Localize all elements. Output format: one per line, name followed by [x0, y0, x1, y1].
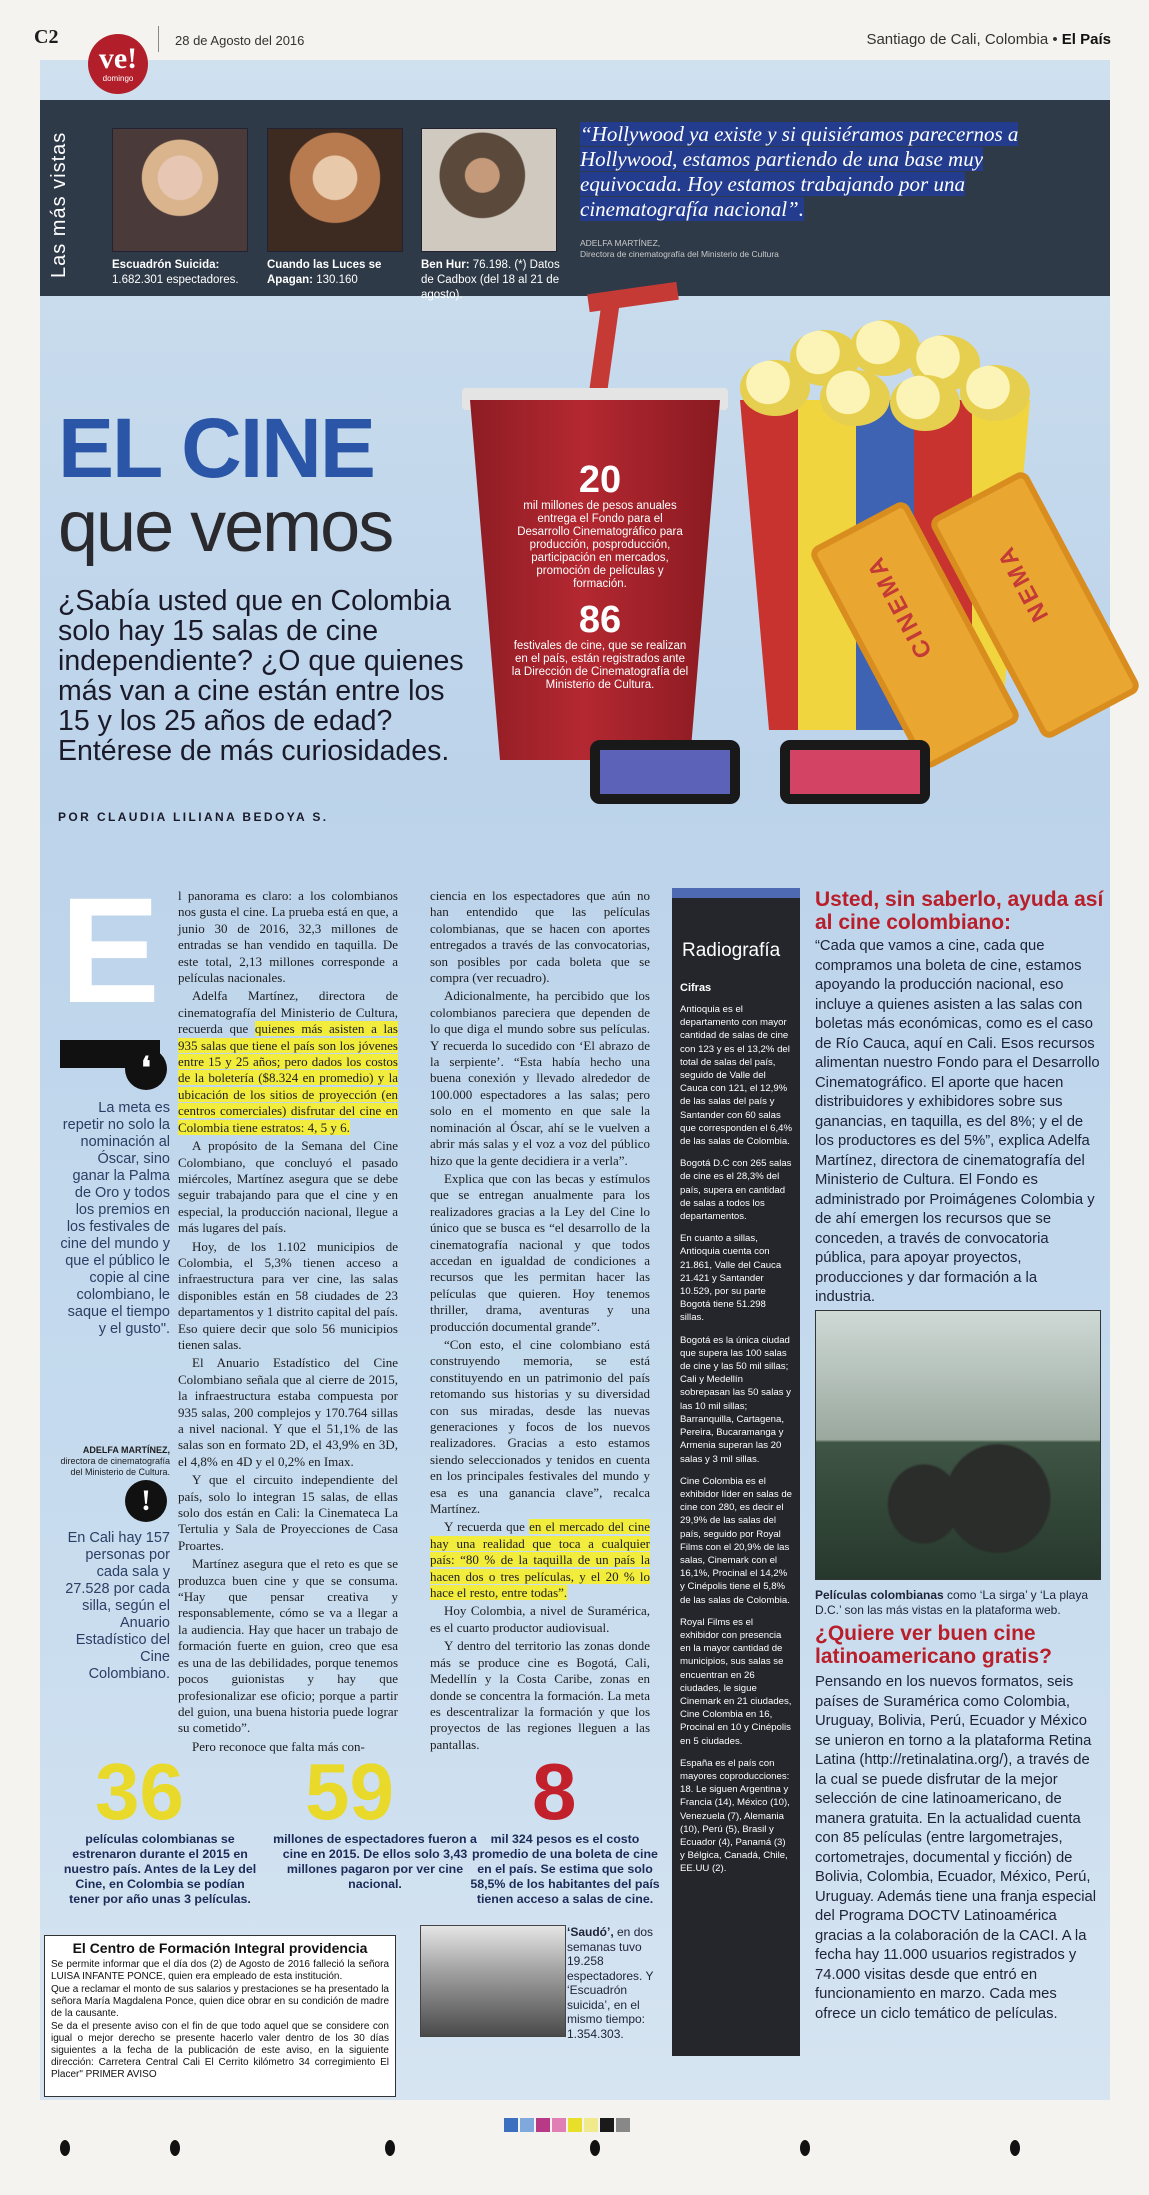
registration-mark	[385, 2140, 395, 2156]
most-viewed-label: Las más vistas	[48, 131, 70, 278]
side-article2-title: ¿Quiere ver buen cine latinoamericano gratis?	[815, 1622, 1052, 1668]
popcorn-icon	[820, 370, 890, 426]
popcorn-icon	[960, 365, 1030, 421]
movie-title: Cuando las Luces se Apagan:	[267, 259, 382, 286]
paragraph: El Anuario Estadístico del Cine Colombiano señala que al cierre de 2015, la infraestructura estaba compuesta por 935 salas, 200 complejos y 170.764 sillas a nivel nacional. Y que el 51,1% de las salas son en formato 2D, el 43,9% en 3D, el 4,8% en 4D y el 0,2% en Imax.	[178, 1355, 398, 1469]
radiografia-accent-bar	[672, 888, 800, 898]
issue-date: 28 de Agosto del 2016	[175, 33, 305, 48]
paragraph: Hoy, de los 1.102 municipios de Colombia, el 5,3% tienen acceso a infraestructura para ver cine, las salas disponibles están en 58 ciudades de 23 departamentos y 1 distrito capital del país. Eso quiere decir que solo 56 municipios tienen salas.	[178, 1238, 398, 1352]
radiografia-sidebar	[672, 888, 800, 2056]
byline: POR CLAUDIA LILIANA BEDOYA S.	[58, 810, 329, 824]
fund-stat	[510, 460, 690, 591]
color-swatch	[584, 2118, 598, 2132]
print-color-bar	[504, 2118, 630, 2132]
radiografia-item: Antioquia es el departamento con mayor cantidad de salas de cine con 123 y es el 13,2% del total de salas del país, seguido de Valle del Cauca con 121, el 12,9% de las salas del país y Santander con 60 salas que corresponden el 6,4% de las salas de Colombia.	[680, 1004, 793, 1148]
paragraph: “Con esto, el cine colombiano está construyendo memoria, se está constituyendo en un patrimonio del país retomando sus historias y su diversidad con sus miradas, desde las nuevas generaciones y focos de los nuevos realizadores. Gracias a esto estamos siendo seleccionados y tenidos en cuenta en los principales festivales del mundo y esa es una ganancia clave”, recalca Martínez.	[430, 1336, 650, 1517]
side-article-title: Usted, sin saberlo, ayuda así al cine colombiano:	[815, 888, 1104, 934]
paragraph	[178, 988, 398, 1136]
stat-ticket-price-text: mil 324 pesos es el costo promedio de una boleta de cine en el país. Se estima que solo 58,5% de los habitantes del país tienen acceso a salas de cine.	[470, 1832, 660, 1906]
photo-caption-text: como ‘La sirga’ y ‘La playa D.C.’ son las más vistas en la plataforma web.	[815, 1588, 1089, 1617]
stat-viewers-text: millones de espectadores fueron a cine en 2015. De ellos solo 3,43 millones pagaron por ver cine nacional.	[273, 1832, 477, 1891]
notice-paragraph: Se da el presente aviso con el fin de que todo aquel que se considere con igual o mejor derecho se presente hacerlo valer dentro de los 30 días siguientes a la fecha de la publicación de este aviso, en la siguiente dirección: Carretera Central Cali El Cerrito kilómetro 34 corregimiento El Placer" PRIMER AVISO	[51, 2021, 389, 2080]
color-swatch	[536, 2118, 550, 2132]
color-swatch	[568, 2118, 582, 2132]
registration-mark	[800, 2140, 810, 2156]
lede: ¿Sabía usted que en Colombia solo hay 15 salas de cine independiente? ¿O que quienes más van a cine están entre los 15 y los 25 años de edad? Entérese de más curiosidades.	[58, 585, 464, 767]
radiografia-item: Bogotá D.C con 265 salas de cine es el 28,3% del país, supera en cantidad de salas a todos los departamentos.	[680, 1158, 792, 1223]
straw-icon	[588, 299, 620, 401]
photo-caption-title: Películas colombianas	[815, 1588, 944, 1602]
blue-lens	[590, 740, 740, 804]
paragraph: l panorama es claro: a los colombianos nos gusta el cine. La prueba está en que, a junio 30 de 2016, 32,3 millones de entradas se han vendido en taquilla. De este total, 2,13 millones corresponde a películas nacionales.	[178, 888, 398, 986]
registration-mark	[170, 2140, 180, 2156]
drop-cap: E	[60, 866, 161, 1034]
paper-name: El País	[1061, 31, 1111, 48]
body-column-2	[430, 888, 650, 1755]
movie-title: Ben Hur:	[421, 259, 470, 271]
movie-detail: 1.682.301 espectadores.	[112, 274, 239, 286]
festivals-stat	[510, 600, 690, 692]
stat-text: mil millones de pesos anuales entrega el Fondo para el Desarrollo Cinematográfico para producción, posproducción, participación en mercados, promoción de películas y formación.	[517, 500, 683, 590]
radiografia-item: Cine Colombia es el exhibidor líder en salas de cine con 280, es decir el 29,9% de las salas del país, seguido por Royal Films con el 20,9% de las salas, Cinemark con el 16,1%, Procinal el 14,2% y Cinépolis tiene el 5,8% de las salas de Colombia.	[680, 1475, 792, 1606]
legal-notice	[44, 1935, 396, 2097]
paragraph: Y que el circuito independiente del país, solo lo integran 15 salas, de ellas solo dos están en Cali: la Cinemateca La Tertulia y Sala de Proyecciones de Casa Proartes.	[178, 1472, 398, 1553]
registration-mark	[60, 2140, 70, 2156]
quote-mark-icon: ❛	[125, 1048, 167, 1090]
registration-mark	[1010, 2140, 1020, 2156]
stat-text: festivales de cine, que se realizan en el país, están registrados ante la Dirección de Cinematografía del Ministerio de Cultura.	[511, 640, 689, 691]
color-swatch	[616, 2118, 630, 2132]
ticket-label: CINEMA	[861, 550, 938, 663]
quote-attr-name: ADELFA MARTÍNEZ,	[580, 238, 661, 248]
side-fact: En Cali hay 157 personas por cada sala y 27.528 por cada silla, según el Anuario Estadístico del Cine Colombiano.	[65, 1530, 170, 1682]
attr-name: ADELFA MARTÍNEZ,	[82, 1445, 170, 1455]
logo-main: ve!	[98, 42, 138, 75]
family-photo	[815, 1310, 1101, 1580]
movie-thumb-ben-hur	[421, 128, 557, 252]
notice-paragraph: Que a reclamar el monto de sus salarios y prestaciones se ha presentado la señora María Magdalena Ponce, quien dice obrar en su condición de madre de la causante.	[51, 1984, 389, 2019]
section-logo	[88, 34, 148, 94]
color-swatch	[504, 2118, 518, 2132]
highlighted-text: quienes más asisten a las 935 salas que tiene el país son los jóvenes entre 15 y 25 años; pero dados los costos de la boletería ($8.324 en promedio) y la ubicación de los sitios de proyección (en centros comerciales) disfrutar del cine en Colombia tiene estratos: 4, 5 y 6.	[178, 1021, 398, 1135]
pull-quote-attribution	[580, 238, 940, 260]
cinema-illustration	[440, 260, 1120, 860]
pull-quote	[580, 122, 1080, 222]
photo-caption	[815, 1588, 1105, 1618]
paragraph: Pero reconoce que falta más con-	[192, 1738, 365, 1754]
3d-glasses-icon	[580, 730, 960, 810]
quote-attr-role: Directora de cinematografía del Ministerio de Cultura	[580, 249, 779, 259]
color-swatch	[520, 2118, 534, 2132]
movie-caption	[267, 258, 417, 288]
red-lens	[780, 740, 930, 804]
headline-line2: que vemos	[58, 487, 393, 567]
side-article2-body: Pensando en los nuevos formatos, seis países de Suramérica como Colombia, Uruguay, Bolivia, Perú, Ecuador y México se unieron en torno a la plataforma Retina Latina (http://retinalatina.org/), a través de la cual se puede disfrutar de la mejor selección de cine latinoamericano, de manera gratuita. En la actualidad cuenta con 85 películas (entre largometrajes, cortometrajes, documental y ficción) de Bolivia, Colombia, Ecuador, México, Perú, Uruguay. Además tiene una franja especial del Programa DOCTV Latinoamérica gracias a la colaboración de la CACI. A la fecha hay 11.000 usuarios registrados y 74.000 visitas desde que entró en funcionamiento en marzo. Cada mes ofrece un ciclo temático de películas.	[815, 1674, 1097, 2022]
notice-title: El Centro de Formación Integral providencia	[72, 1940, 368, 1956]
side-quote: La meta es repetir no solo la nominación al Óscar, sino ganar la Palma de Oro y todos los premios en los festivales de cine del mundo y que el público le copie al cine colombiano, le saque el tiempo y el gusto".	[60, 1100, 170, 1337]
stat-number: 86	[578, 599, 622, 641]
side-article-body: “Cada que vamos a cine, cada que compramos una boleta de cine, estamos apoyando la producción nacional, eso incluye a quienes asisten a las salas con boletas más económicas, como es el caso de Río Cauca, aquí en Cali. Esos recursos alimentan nuestro Fondo para el Desarrollo Cinematográfico. El aporte que hacen distribuidores y exhibidores sobre sus ganancias, en taquilla, es del 8%; y el de los productores es del 5%”, explica Adelfa Martínez, directora de cinematografía del Ministerio de Cultura. El Fondo es administrado por Proimágenes Colombia y de ahí emergen los recursos que se conceden, a través de convocatoria pública, para apoyar proyectos, producciones y dar formación a la industria.	[815, 938, 1100, 1305]
header-divider	[158, 26, 159, 52]
stat-films-text: películas colombianas se estrenaron durante el 2015 en nuestro país. Antes de la Ley del Cine, en Colombia se podían tener por año unas 3 películas.	[63, 1832, 257, 1906]
page-header	[0, 0, 1149, 60]
movie-detail: 130.160	[316, 274, 358, 286]
notice-paragraph: Se permite informar que el día dos (2) de Agosto de 2016 falleció la señora LUISA INFANTE PONCE, quien era empleado de esta institución.	[51, 1959, 389, 1982]
highlighted-text: en el mercado del cine hay una realidad que toca a cualquier país: “80 % de la taquilla de un país la hacen dos o tres películas, y el 20 % lo hace el resto, entre todas”.	[430, 1519, 650, 1601]
saudo-title: ‘Saudó’,	[567, 1925, 614, 1939]
popcorn-icon	[890, 375, 960, 431]
text-run: Adelfa Martínez, directora de cinematografía del Ministerio de Cultura, recuerda que	[178, 988, 398, 1037]
headline-line1: EL CINE	[58, 401, 374, 495]
radiografia-item: Bogotá es la única ciudad que supera las 100 salas de cine y las 50 mil sillas; Cali y Medellín sobrepasan las 50 salas y las 10 mil sillas; Barranquilla, Cartagena, Pereira, Bucaramanga y Armenia superan las 20 salas y 3 mil sillas.	[680, 1334, 791, 1465]
masthead-city	[866, 31, 1111, 48]
pull-quote-text: “Hollywood ya existe y si quisiéramos parecernos a Hollywood, estamos partiendo de una base muy equivocada. Hoy estamos trabajando por una cinematografía nacional”.	[580, 122, 1019, 221]
paragraph: ciencia en los espectadores que aún no han entendido que las películas colombianas, que se hacen con aportes entregados a través de las convocatorias, son posibles por cada boleta que se compra (ver recuadro).	[430, 888, 650, 986]
registration-mark	[590, 2140, 600, 2156]
saudo-text: en dos semanas tuvo 19.258 espectadores. Y ‘Escuadrón suicida’, en el mismo tiempo: 1.354.303.	[567, 1925, 654, 2041]
stat-films-number: 36	[95, 1747, 184, 1836]
color-swatch	[552, 2118, 566, 2132]
stat-viewers-number: 59	[305, 1747, 394, 1836]
stat-ticket-price-number: 8	[532, 1747, 577, 1836]
movie-thumb-lights-out	[267, 128, 403, 252]
paragraph: Adicionalmente, ha percibido que los colombianos pareciera que dependen de lo que diga el mundo sobre sus películas. Y recuerda lo sucedido con ‘El abrazo de la serpiente’. “Esta había hecho una buena conexión y llevado alrededor de 100.000 espectadores a las salas; pero solo en el momento en que sale la nominación al Óscar, ahí se le vuelven a abrir más salas y el voz a voz del público hizo que la gente decidiera ir a verla”.	[430, 988, 650, 1168]
radiografia-title: Radiografía	[682, 940, 781, 961]
side-quote-attribution	[60, 1445, 170, 1478]
stat-number: 20	[578, 459, 622, 501]
attr-role: directora de cinematografía del Ministerio de Cultura.	[60, 1456, 170, 1477]
paragraph: A propósito de la Semana del Cine Colombiano, que concluyó el pasado miércoles, Martínez asegura que se debe seguir trabajando para que el cine y en especial, la producción nacional, llegue a más lugares del país.	[178, 1138, 398, 1236]
radiografia-item: En cuanto a sillas, Antioquia cuenta con 21.861, Valle del Cauca 21.421 y Santander 10.529, por su parte Bogotá tiene 51.298 sillas.	[680, 1233, 782, 1324]
ticket-label: NEMA	[991, 540, 1055, 627]
paragraph	[430, 1519, 650, 1601]
paragraph: Hoy Colombia, a nivel de Suramérica, es el cuarto productor audiovisual.	[430, 1603, 650, 1635]
page-number: C2	[34, 26, 59, 48]
paragraph: Martínez asegura que el reto es que se produzca buen cine y que se consuma. “Hay que pensar creativa y responsablemente, cómo se va a llegar a la audiencia. Hay que hacer un trabajo de formación fuerte en guion, creo que esa es una de las debilidades, porque tenemos pocos guionistas y hay que profesionalizar ese oficio; porque a partir del guion, una buena historia puede lograr su cometido”.	[178, 1556, 398, 1736]
saudo-caption	[567, 1925, 667, 2041]
logo-sub: domingo	[102, 74, 134, 83]
paragraph: Y dentro del territorio las zonas donde más se produce cine es Bogotá, Cali, Medellín y la Costa Caribe, zonas en donde se concentra la formación. La meta es descentralizar la formación y que los proyectos de las regiones lleguen a las pantallas.	[430, 1638, 650, 1752]
radiografia-item: España es el país con mayores coproducciones: 18. Le siguen Argentina y Francia (14), México (10), Venezuela (7), Alemania (10), Perú (5), Brasil y Ecuador (4), Panamá (3) y Bélgica, Canadá, Chile, EE.UU (2).	[680, 1757, 790, 1875]
color-swatch	[600, 2118, 614, 2132]
paragraph: Explica que con las becas y estímulos que se entregan anualmente para los realizadores gracias a la Ley del Cine lo único que se busca es “el desarrollo de la cinematografía nacional y que todos accedan en igualdad de condiciones a recursos que les permitan hacer las películas que quieren. Hoy tenemos thriller, drama, aventuras y una producción documental grande”.	[430, 1170, 650, 1334]
body-column-1	[178, 888, 398, 1757]
movie-title: Escuadrón Suicida:	[112, 259, 220, 271]
city-text: Santiago de Cali, Colombia •	[866, 31, 1062, 48]
movie-detail: 76.198. (*) Datos de Cadbox (del 18 al 21 de agosto).	[421, 259, 560, 301]
text-run: Y recuerda que	[444, 1519, 530, 1535]
radiografia-item: Royal Films es el exhibidor con presencia en la mayor cantidad de municipios, sus salas se encuentran en 26 ciudades, le sigue Cinemark en 21 ciudades, Cine Colombia en 16, Procinal en 10 y Cinépolis en 5 ciudades.	[680, 1616, 792, 1747]
radiografia-subtitle: Cifras	[680, 982, 712, 994]
exclamation-icon: !	[125, 1480, 167, 1522]
movie-caption	[112, 258, 262, 288]
saudo-photo	[420, 1925, 566, 2037]
movie-thumb-suicide-squad	[112, 128, 248, 252]
